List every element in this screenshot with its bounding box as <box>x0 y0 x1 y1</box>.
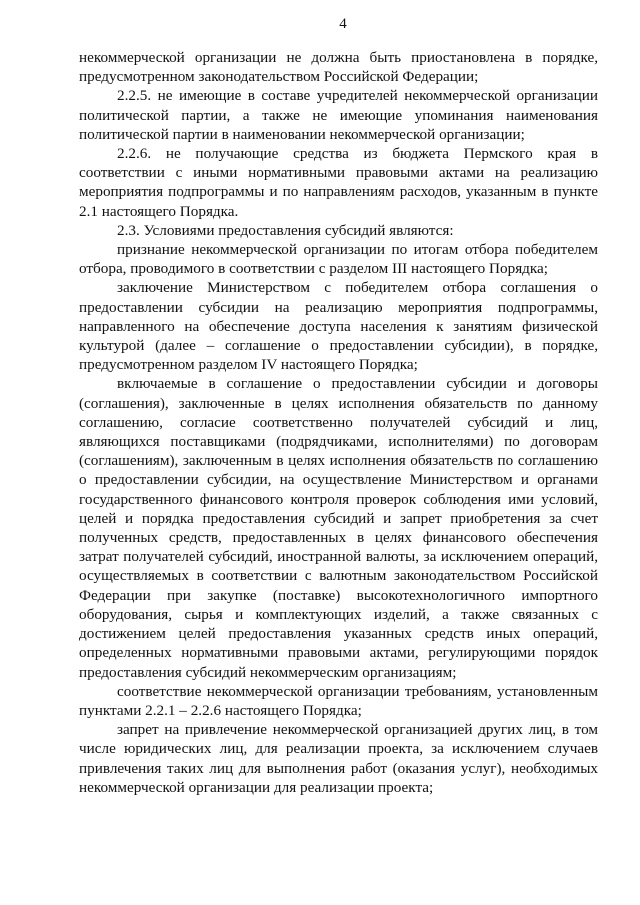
paragraph-continuation: некоммерческой организации не должна быть приостановлена в порядке, предусмотренном законодательством Российской Федерации; <box>79 49 598 86</box>
condition-compliance: соответствие некоммерческой организации требованиям, установленным пунктами 2.2.1 – 2.2.6 настоящего Порядка; <box>79 682 598 719</box>
condition-no-third-parties: запрет на привлечение некоммерческой организацией других лиц, в том числе юридических лиц, для реализации проекта, за исключением случаев привлечения таких лиц для выполнения работ (оказания услуг), необходимых некоммерческой организации для реализации проекта; <box>79 721 598 796</box>
page-number: 4 <box>339 16 347 32</box>
paragraph-2-2-6: 2.2.6. не получающие средства из бюджета Пермского края в соответствии с иными нормативными правовыми актами на реализацию мероприятия подпрограммы и по направлениям расходов, указанным в пункте 2.1 настоящего Порядка. <box>79 145 598 220</box>
condition-selection-winner: признание некоммерческой организации по итогам отбора победителем отбора, проводимого в соответствии с разделом III настоящего Порядка; <box>79 241 598 278</box>
paragraph-2-2-5: 2.2.5. не имеющие в составе учредителей некоммерческой организации политической партии, а также не имеющие упоминания наименования политической партии в наименовании некоммерческой организации; <box>79 87 598 143</box>
condition-consent-and-prohibition: включаемые в соглашение о предоставлении субсидии и договоры (соглашения), заключенные в целях исполнения обязательств по данному соглашению, согласие соответственно получателей субсидий и лиц, являющихся поставщиками (подрядчиками, исполнителями) по договорам (соглашениям), заключенным в целях исполнения обязательств по соглашению о предоставлении субсидии, на осуществление Министерством и органами государственного финансового контроля проверок соблюдения ими условий, целей и порядка предоставления субсидий и запрет приобретения за счет полученных средств, предоставленных в целях финансового обеспечения затрат получателей субсидий, иностранной валюты, за исключением операций, осуществляемых в соответствии с валютным законодательством Российской Федерации при закупке (поставке) высокотехнологичного импортного оборудования, сырья и комплектующих изделий, а также связанных с достижением целей предоставления указанных средств иных операций, определенных нормативными правовыми актами, регулирующими порядок предоставления субсидий некоммерческим организациям; <box>79 375 598 681</box>
paragraph-2-3: 2.3. Условиями предоставления субсидий являются: <box>117 221 454 239</box>
condition-agreement: заключение Министерством с победителем отбора соглашения о предоставлении субсидии на реализацию мероприятия подпрограммы, направленного на обеспечение доступа населения к занятиям физической культурой (далее – соглашение о предоставлении субсидии), в порядке, предусмотренном разделом IV настоящего Порядка; <box>79 279 598 374</box>
document-body <box>79 48 598 797</box>
